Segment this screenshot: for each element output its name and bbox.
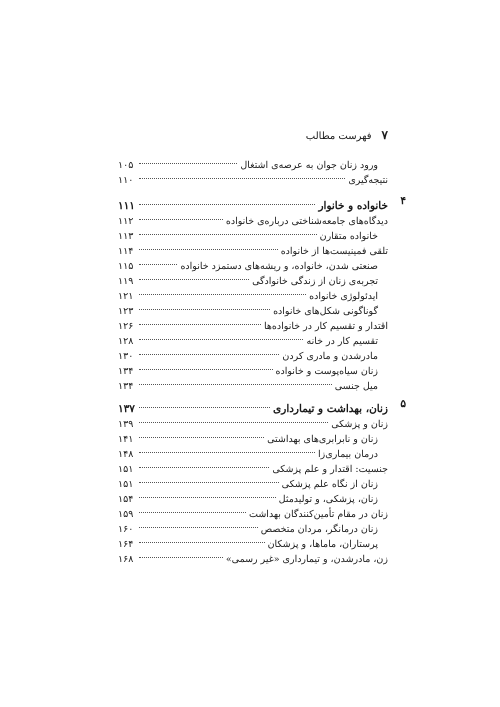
- leader-dots: [139, 412, 328, 427]
- toc-entry-page: ۱۳۴: [118, 366, 134, 377]
- chapter-page: ۱۳۷: [118, 403, 135, 415]
- toc-entry-page: ۱۵۱: [118, 479, 134, 490]
- toc-entry-page: ۱۵۴: [118, 494, 134, 505]
- leader-dots: [139, 168, 345, 183]
- toc-entry-title: ایدئولوژی خانواده: [309, 291, 378, 302]
- toc-entry-title: دیدگاه‌های جامعه‌شناختی درباره‌ی خانواده: [225, 216, 388, 227]
- chapter-page: ۱۱۱: [118, 200, 135, 212]
- toc-entry-title: زنان و نابرابری‌های بهداشتی: [267, 434, 378, 445]
- chapter-title: زنان، بهداشت و تیمارداری: [273, 403, 388, 415]
- toc-entry-page: ۱۳۹: [118, 419, 134, 430]
- toc-entry-title: زنان و پزشکی: [331, 419, 388, 430]
- leader-dots: [139, 344, 279, 359]
- toc-entry-title: زنان درمانگر، مردان متخصص: [260, 524, 378, 535]
- toc-entry-page: ۱۰۵: [118, 160, 134, 171]
- toc-block-continued: [118, 153, 388, 186]
- toc-entry-title: صنعتی شدن، خانواده، و ریشه‌های دستمزد خانواده: [180, 261, 378, 272]
- toc-entry-page: ۱۱۰: [118, 175, 134, 186]
- toc-entry-page: ۱۶۸: [118, 554, 134, 565]
- chapter-heading[interactable]: [118, 397, 406, 415]
- toc-entry-page: ۱۶۰: [118, 524, 134, 535]
- running-head: [306, 128, 388, 142]
- toc-entry-title: زنان از نگاه علم پزشکی: [281, 479, 378, 490]
- leader-dots: [139, 487, 276, 502]
- leader-dots: [139, 329, 303, 344]
- toc-entry-title: خانواده متقارن: [319, 231, 378, 242]
- toc-entry-title: زنان، پزشکی، و تولیدمثل: [278, 494, 378, 505]
- toc-entry-title: مادرشدن و مادری کردن: [282, 351, 378, 362]
- leader-dots: [139, 239, 278, 254]
- toc-entry-page: ۱۱۹: [118, 276, 134, 287]
- toc-entry-title: تجربه‌ی زنان از زندگی خانوادگی: [252, 276, 378, 287]
- leader-dots: [139, 397, 270, 412]
- leader-dots: [139, 224, 317, 239]
- leader-dots: [139, 472, 279, 487]
- toc-entry-page: ۱۴۱: [118, 434, 134, 445]
- toc-entry-page: ۱۳۴: [118, 381, 134, 392]
- toc-entry-page: ۱۱۲: [118, 216, 134, 227]
- leader-dots: [139, 457, 269, 472]
- chapter-title: خانواده و خانوار: [318, 200, 388, 212]
- leader-dots: [139, 359, 273, 374]
- toc-entry-title: درمان بیماری‌زا: [318, 449, 378, 460]
- toc-entry-title: اقتدار و تقسیم کار در خانواده‌ها: [264, 321, 388, 332]
- leader-dots: [139, 254, 177, 269]
- toc-entry-title: میل جنسی: [334, 381, 378, 392]
- running-head-page-number: ۷: [381, 128, 388, 142]
- leader-dots: [139, 284, 306, 299]
- toc-entry-page: ۱۲۱: [118, 291, 134, 302]
- toc-entry-page: ۱۴۸: [118, 449, 134, 460]
- toc-entry-page: ۱۳۰: [118, 351, 134, 362]
- toc-entry-title: زن، مادرشدن، و تیمارداری «غیر رسمی»: [225, 554, 388, 565]
- leader-dots: [139, 547, 223, 562]
- leader-dots: [139, 502, 246, 517]
- toc-entry-title: تلقی فمینیست‌ها از خانواده: [280, 246, 388, 257]
- leader-dots: [139, 374, 332, 389]
- toc-chapter-4: [118, 194, 406, 392]
- leader-dots: [139, 153, 237, 168]
- chapter-heading[interactable]: [118, 194, 406, 212]
- toc-entry-page: ۱۵۹: [118, 509, 134, 520]
- leader-dots: [139, 517, 258, 532]
- toc-entry-title: زنان سیاه‌پوست و خانواده: [275, 366, 378, 377]
- toc-entry-page: ۱۱۵: [118, 261, 134, 272]
- toc-entry-page: ۱۱۴: [118, 246, 134, 257]
- toc-entry-page: ۱۵۱: [118, 464, 134, 475]
- leader-dots: [139, 299, 270, 314]
- chapter-number: ۴: [400, 195, 406, 207]
- toc-entry-page: ۱۲۳: [118, 306, 134, 317]
- toc-entry-page: ۱۶۴: [118, 539, 134, 550]
- toc-entry-page: ۱۲۶: [118, 321, 134, 332]
- leader-dots: [139, 209, 223, 224]
- running-head-title: فهرست مطالب: [305, 131, 372, 142]
- toc-entry-title: گوناگونی شکل‌های خانواده: [273, 306, 378, 317]
- leader-dots: [139, 532, 265, 547]
- toc-entry-title: تقسیم کار در خانه: [306, 336, 378, 347]
- toc-entry[interactable]: [118, 153, 388, 171]
- toc-entry-title: جنسیت: اقتدار و علم پزشکی: [272, 464, 388, 475]
- leader-dots: [139, 442, 315, 457]
- leader-dots: [139, 269, 249, 284]
- leader-dots: [139, 314, 261, 329]
- leader-dots: [139, 194, 315, 209]
- toc-entry-title: پرستاران، ماماها، و پزشکان: [267, 539, 378, 550]
- toc-entry-title: نتیجه‌گیری: [348, 175, 388, 186]
- toc-entry-page: ۱۱۳: [118, 231, 134, 242]
- toc-entry-title: زنان در مقام تأمین‌کنندگان بهداشت: [249, 509, 388, 520]
- chapter-number: ۵: [400, 398, 406, 410]
- toc-entry-page: ۱۲۸: [118, 336, 134, 347]
- toc-entry-title: ورود زنان جوان به عرصه‌ی اشتغال: [240, 160, 378, 171]
- leader-dots: [139, 427, 264, 442]
- toc-chapter-5: [118, 397, 406, 565]
